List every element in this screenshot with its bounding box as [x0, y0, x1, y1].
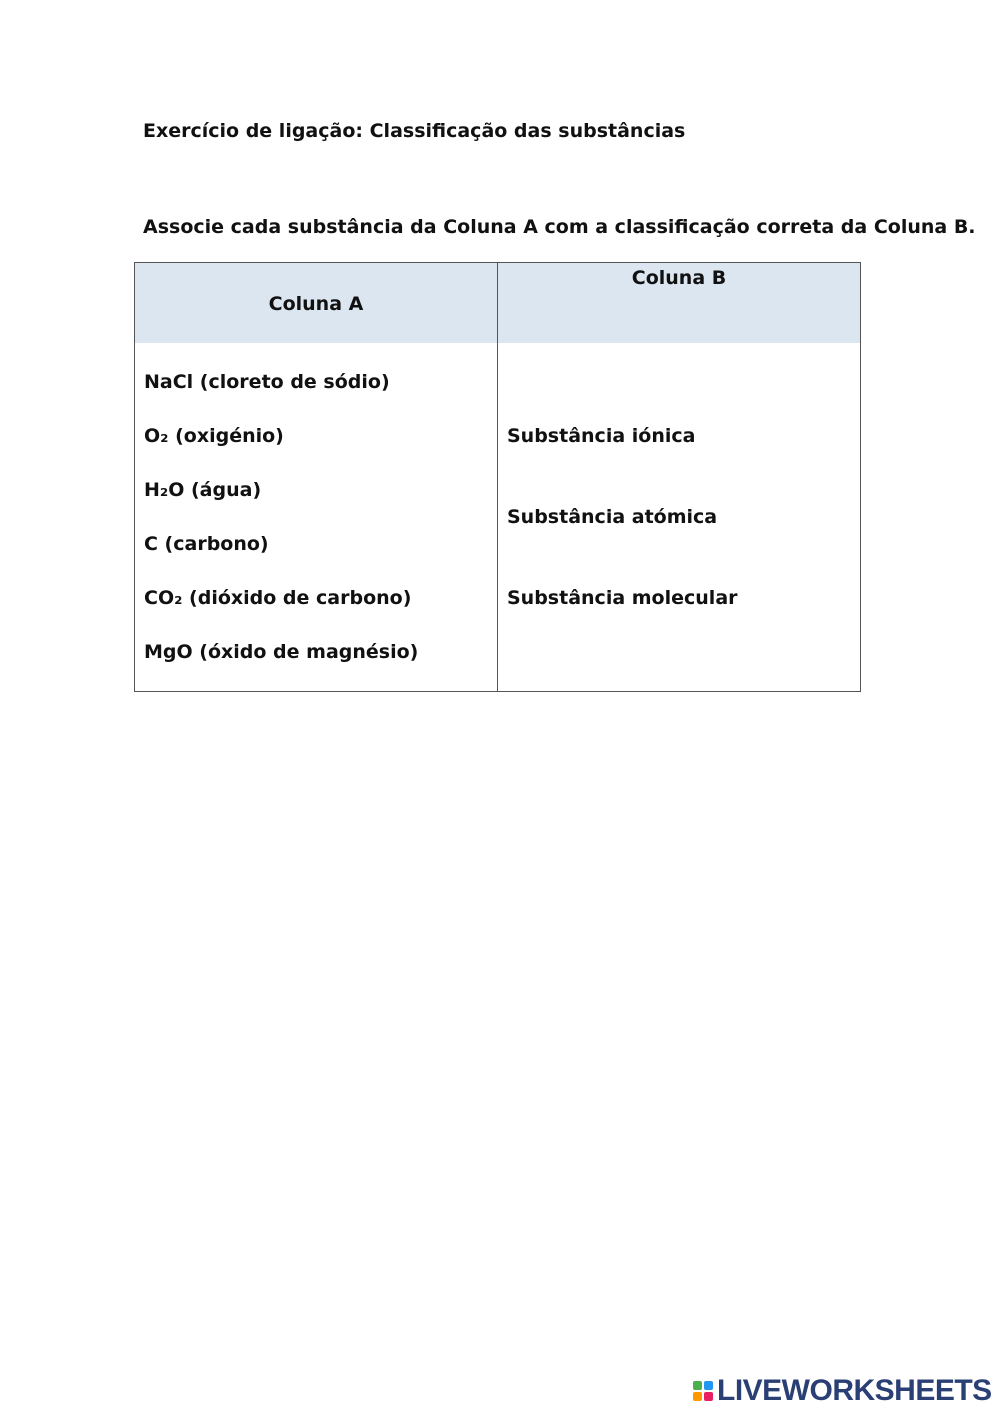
- liveworksheets-brand: [693, 1374, 992, 1408]
- column-b-item-atomic[interactable]: Substância atómica: [507, 506, 718, 528]
- column-a-item-h2o[interactable]: H₂O (água): [144, 479, 262, 501]
- column-a-item-mgo[interactable]: MgO (óxido de magnésio): [144, 641, 419, 663]
- column-a-item-o2[interactable]: O₂ (oxigénio): [144, 425, 284, 447]
- column-divider: [497, 263, 498, 691]
- instruction-text: Associe cada substância da Coluna A com a classificação correta da Coluna B.: [143, 216, 976, 238]
- brand-wordmark: LIVEWORKSHEETS: [717, 1374, 992, 1407]
- column-a-item-c[interactable]: C (carbono): [144, 533, 269, 555]
- column-a-item-nacl[interactable]: NaCl (cloreto de sódio): [144, 371, 390, 393]
- column-a-header: Coluna A: [268, 293, 364, 315]
- column-b-item-molecular[interactable]: Substância molecular: [507, 587, 738, 609]
- matching-table: [134, 262, 861, 692]
- column-b-item-ionic[interactable]: Substância iónica: [507, 425, 696, 447]
- liveworksheets-logo-icon: [693, 1381, 713, 1401]
- column-a-item-co2[interactable]: CO₂ (dióxido de carbono): [144, 587, 412, 609]
- worksheet-title: Exercício de ligação: Classificação das substâncias: [143, 120, 686, 142]
- column-b-header: Coluna B: [631, 267, 727, 289]
